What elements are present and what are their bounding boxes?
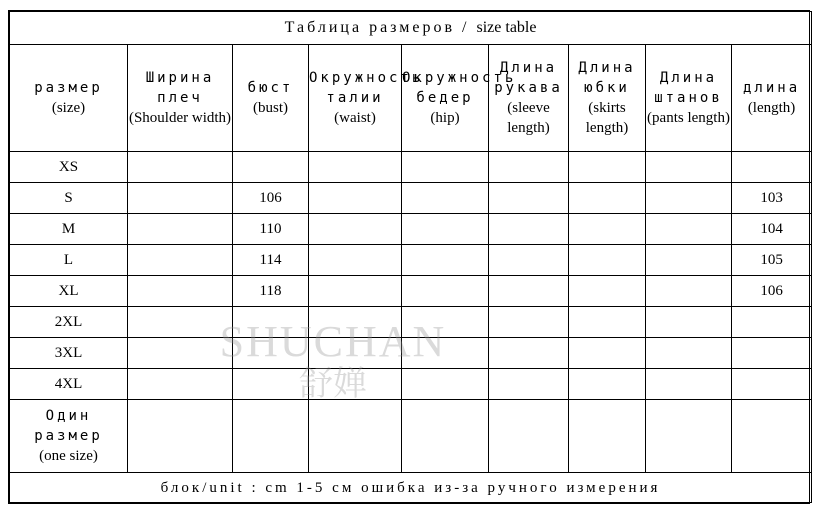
cell-skirt: [569, 307, 646, 338]
cell-length: [732, 307, 812, 338]
cell-bust: [233, 369, 309, 400]
cell-shoulder: [128, 276, 233, 307]
cell-size: M: [10, 214, 128, 245]
table-footer-note: блок/unit : cm 1-5 см ошибка из-за ручного измерения: [10, 473, 812, 503]
cell-shoulder: [128, 183, 233, 214]
watermark-latin: SHUCHAN: [219, 317, 447, 366]
cell-shoulder: [128, 400, 233, 473]
cell-waist: [309, 214, 402, 245]
cell-length: 105: [732, 245, 812, 276]
cell-sleeve: [489, 152, 569, 183]
cell-bust: [233, 307, 309, 338]
cell-bust: 114: [233, 245, 309, 276]
table-row: [10, 245, 812, 276]
cell-length: [732, 152, 812, 183]
cell-pants: [646, 400, 732, 473]
cell-hip: [402, 276, 489, 307]
cell-sleeve: [489, 276, 569, 307]
cell-length: [732, 338, 812, 369]
size-table: [9, 11, 812, 503]
table-title: [10, 12, 812, 45]
col-header-size: размер (size): [10, 45, 128, 152]
cell-pants: [646, 214, 732, 245]
table-title-ru: Таблица размеров /: [284, 19, 470, 36]
table-row: [10, 183, 812, 214]
cell-sleeve: [489, 400, 569, 473]
cell-skirt: [569, 152, 646, 183]
table-row: [10, 338, 812, 369]
cell-skirt: [569, 245, 646, 276]
cell-sleeve: [489, 245, 569, 276]
table-row: [10, 214, 812, 245]
cell-size: XS: [10, 152, 128, 183]
cell-size: 4XL: [10, 369, 128, 400]
cell-waist: [309, 152, 402, 183]
table-row: [10, 307, 812, 338]
cell-sleeve: [489, 307, 569, 338]
table-row: [10, 276, 812, 307]
cell-shoulder: [128, 152, 233, 183]
cell-bust: [233, 400, 309, 473]
cell-pants: [646, 307, 732, 338]
cell-shoulder: [128, 214, 233, 245]
cell-pants: [646, 276, 732, 307]
col-header-bust: бюст (bust): [233, 45, 309, 152]
cell-skirt: [569, 183, 646, 214]
cell-size: 2XL: [10, 307, 128, 338]
cell-length: 104: [732, 214, 812, 245]
col-header-sleeve: Длина рукава (sleeve length): [489, 45, 569, 152]
cell-pants: [646, 369, 732, 400]
table-title-en: size table: [476, 19, 537, 36]
cell-pants: [646, 152, 732, 183]
header-row: [10, 45, 812, 152]
cell-shoulder: [128, 338, 233, 369]
cell-length: 106: [732, 276, 812, 307]
watermark-cjk: 舒婵: [299, 364, 367, 404]
col-header-waist: Окружность талии (waist): [309, 45, 402, 152]
col-header-pants: Длина штанов (pants length): [646, 45, 732, 152]
cell-bust: 110: [233, 214, 309, 245]
cell-length: [732, 400, 812, 473]
cell-bust: [233, 152, 309, 183]
cell-sleeve: [489, 338, 569, 369]
table-row: [10, 152, 812, 183]
cell-skirt: [569, 214, 646, 245]
cell-pants: [646, 183, 732, 214]
cell-bust: 118: [233, 276, 309, 307]
table-row: [10, 369, 812, 400]
cell-hip: [402, 338, 489, 369]
col-header-shoulder: Ширина плеч (Shoulder width): [128, 45, 233, 152]
col-header-skirt: Длина юбки (skirts length): [569, 45, 646, 152]
size-table-sheet: [8, 10, 810, 504]
cell-size: L: [10, 245, 128, 276]
cell-waist: [309, 369, 402, 400]
cell-shoulder: [128, 307, 233, 338]
col-header-length: длина (length): [732, 45, 812, 152]
cell-waist: [309, 276, 402, 307]
cell-waist: [309, 245, 402, 276]
cell-pants: [646, 245, 732, 276]
cell-sleeve: [489, 214, 569, 245]
cell-size: S: [10, 183, 128, 214]
cell-bust: [233, 338, 309, 369]
cell-skirt: [569, 369, 646, 400]
cell-shoulder: [128, 369, 233, 400]
cell-size: 3XL: [10, 338, 128, 369]
cell-shoulder: [128, 245, 233, 276]
cell-waist: [309, 307, 402, 338]
cell-hip: [402, 214, 489, 245]
cell-skirt: [569, 276, 646, 307]
cell-waist: [309, 338, 402, 369]
cell-skirt: [569, 338, 646, 369]
cell-hip: [402, 245, 489, 276]
cell-skirt: [569, 400, 646, 473]
cell-length: 103: [732, 183, 812, 214]
cell-hip: [402, 400, 489, 473]
cell-sleeve: [489, 183, 569, 214]
cell-hip: [402, 369, 489, 400]
col-header-hip: Окружность бедер (hip): [402, 45, 489, 152]
cell-hip: [402, 183, 489, 214]
cell-hip: [402, 152, 489, 183]
table-row-one-size: [10, 400, 812, 473]
cell-sleeve: [489, 369, 569, 400]
cell-one-size-label: Один размер (one size): [10, 400, 128, 473]
cell-hip: [402, 307, 489, 338]
cell-bust: 106: [233, 183, 309, 214]
cell-size: XL: [10, 276, 128, 307]
cell-length: [732, 369, 812, 400]
cell-waist: [309, 400, 402, 473]
cell-waist: [309, 183, 402, 214]
cell-pants: [646, 338, 732, 369]
